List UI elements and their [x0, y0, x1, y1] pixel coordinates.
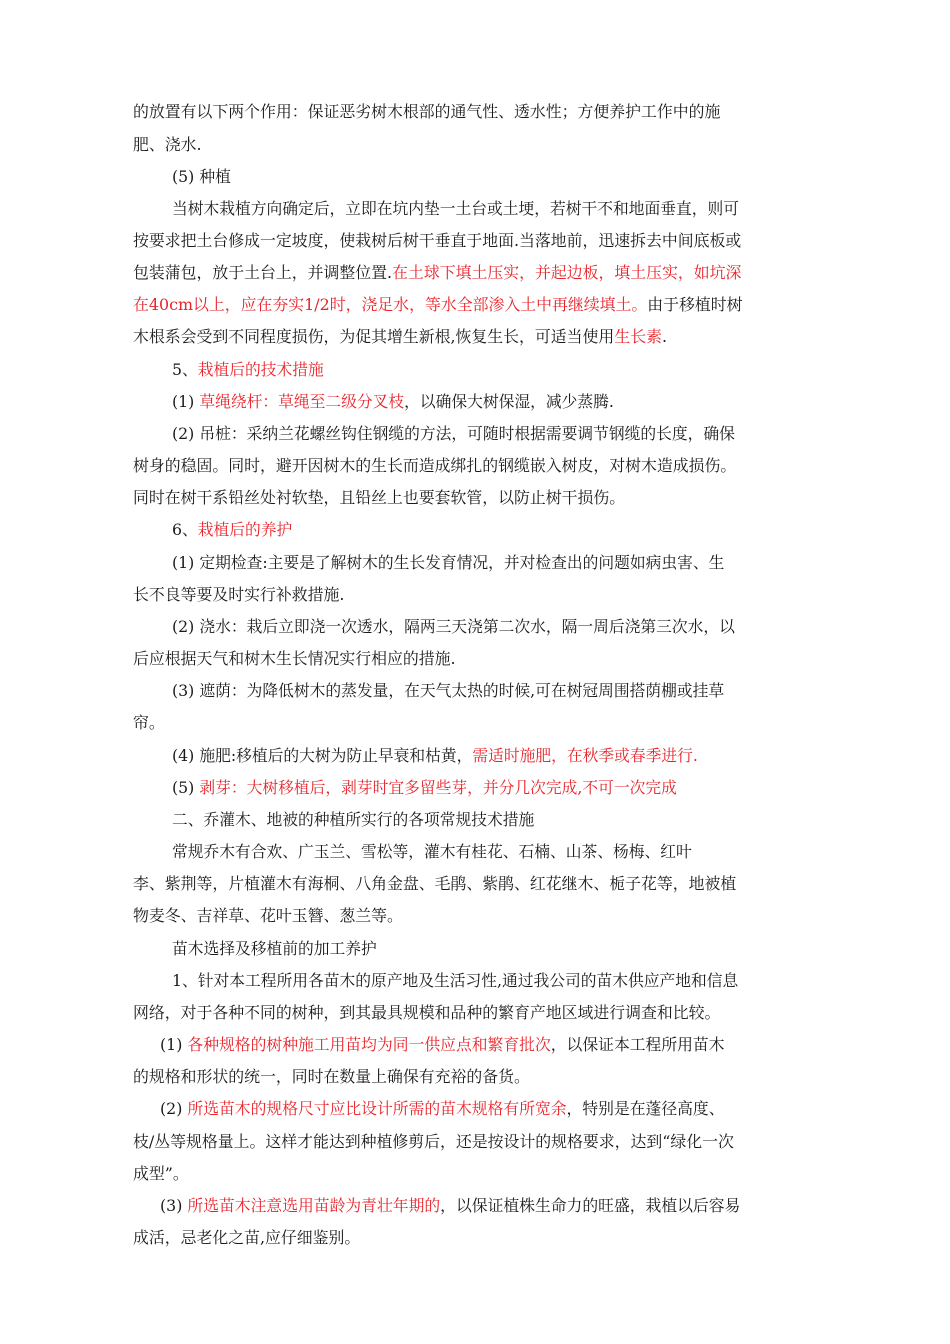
text-line [0, 517, 950, 543]
text-line [0, 196, 950, 222]
body-text: (3) [160, 1196, 188, 1215]
text-line [0, 1129, 950, 1155]
body-text: (5) 种植 [172, 167, 231, 186]
text-line [0, 228, 950, 254]
body-text: 李、紫荆等，片植灌木有海桐、八角金盘、毛鹃、紫鹃、红花继木、栀子花等，地被植 [133, 874, 737, 893]
text-line [0, 485, 950, 511]
text-line [0, 903, 950, 929]
body-text: (3) 遮荫：为降低树木的蒸发量，在天气太热的时候,可在树冠周围搭荫棚或挂草 [172, 681, 725, 700]
text-line [0, 164, 950, 190]
text-line [0, 132, 950, 158]
text-line [0, 453, 950, 479]
body-text: 网络，对于各种不同的树种，到其最具规模和品种的繁育产地区域进行调查和比较。 [133, 1003, 721, 1022]
body-text: 枝/丛等规格量上。这样才能达到种植修剪后，还是按设计的规格要求，达到“绿化一次 [133, 1132, 734, 1151]
text-line [0, 389, 950, 415]
text-line [0, 1193, 950, 1219]
text-line [0, 324, 950, 350]
highlight-text: 在土球下填土压实，并起边板，填土压实，如坑深 [392, 263, 742, 282]
body-text: ，以保证本工程所用苗木 [550, 1035, 725, 1054]
text-line [0, 710, 950, 736]
body-text: 包装蒲包，放于土台上，并调整位置. [133, 263, 393, 282]
body-text: 木根系会受到不同程度损伤，为促其增生新根,恢复生长，可适当使用 [133, 327, 615, 346]
highlight-text: 在40cm以上，应在夯实1/2时，浇足水，等水全部渗入土中再继续填土。 [133, 295, 648, 314]
highlight-text: 需适时施肥，在秋季或春季进行. [472, 746, 698, 765]
highlight-text: 所选苗木的规格尺寸应比设计所需的苗木规格有所宽余 [187, 1099, 567, 1118]
body-text: 二、乔灌木、地被的种植所实行的各项常规技术措施 [172, 810, 535, 829]
body-text: ，以保证植株生命力的旺盛，栽植以后容易 [440, 1196, 741, 1215]
highlight-text: 所选苗木注意选用苗龄为青壮年期的 [187, 1196, 441, 1215]
body-text: 长不良等要及时实行补救措施. [133, 585, 345, 604]
body-text: (1) [172, 392, 200, 411]
text-line [0, 1000, 950, 1026]
highlight-text: 各种规格的树种施工用苗均为同一供应点和繁育批次 [187, 1035, 551, 1054]
text-line [0, 614, 950, 640]
text-line [0, 839, 950, 865]
body-text: 后应根据天气和树木生长情况实行相应的措施. [133, 649, 456, 668]
text-line [0, 678, 950, 704]
text-line [0, 260, 950, 286]
body-text: (5) [172, 778, 200, 797]
body-text: 帘。 [133, 713, 165, 732]
body-text: ，以确保大树保湿，减少蒸腾. [404, 392, 614, 411]
text-line [0, 1096, 950, 1122]
text-line [0, 550, 950, 576]
text-line [0, 421, 950, 447]
body-text: . [661, 327, 667, 346]
text-line [0, 775, 950, 801]
body-text: (2) 吊桩：采纳兰花螺丝钩住钢缆的方法，可随时根据需要调节钢缆的长度，确保 [172, 424, 735, 443]
text-line [0, 1064, 950, 1090]
highlight-text: 栽植后的技术措施 [197, 360, 324, 379]
body-text: 成型”。 [133, 1164, 189, 1183]
highlight-text: 栽植后的养护 [197, 520, 293, 539]
text-line [0, 968, 950, 994]
body-text: 苗木选择及移植前的加工养护 [172, 939, 377, 958]
body-text: 同时在树干系铅丝处衬软垫，且铅丝上也要套软管，以防止树干损伤。 [133, 488, 626, 507]
text-line [0, 99, 950, 125]
body-text: (2) 浇水：栽后立即浇一次透水，隔两三天浇第二次水，隔一周后浇第三次水，以 [172, 617, 735, 636]
body-text: 1、针对本工程所用各苗木的原产地及生活习性,通过我公司的苗木供应产地和信息 [172, 971, 739, 990]
highlight-text: 剥芽：大树移植后，剥芽时宜多留些芽，并分几次完成,不可一次完成 [199, 778, 677, 797]
body-text: (4) 施肥:移植后的大树为防止早衰和枯黄， [172, 746, 473, 765]
body-text: (1) [160, 1035, 188, 1054]
text-line [0, 743, 950, 769]
body-text: (2) [160, 1099, 188, 1118]
highlight-text: 草绳绕杆：草绳至二级分叉枝 [199, 392, 405, 411]
body-text: 的放置有以下两个作用：保证恶劣树木根部的通气性、透水性；方便养护工作中的施 [133, 102, 721, 121]
body-text: 的规格和形状的统一，同时在数量上确保有充裕的备货。 [133, 1067, 530, 1086]
text-line [0, 1225, 950, 1251]
body-text: 按要求把土台修成一定坡度，使栽树后树干垂直于地面.当落地前，迅速拆去中间底板或 [133, 231, 742, 250]
body-text: 常规乔木有合欢、广玉兰、雪松等，灌木有桂花、石楠、山茶、杨梅、红叶 [172, 842, 692, 861]
body-text: 物麦冬、吉祥草、花叶玉簪、葱兰等。 [133, 906, 403, 925]
body-text: 5、 [172, 360, 198, 379]
text-line [0, 871, 950, 897]
text-line [0, 292, 950, 318]
highlight-text: 生长素 [614, 327, 662, 346]
body-text: (1) 定期检查:主要是了解树木的生长发育情况，并对检查出的问题如病虫害、生 [172, 553, 725, 572]
text-line [0, 357, 950, 383]
body-text: 由于移植时树 [647, 295, 743, 314]
body-text: 肥、浇水. [133, 135, 202, 154]
body-text: 成活，忌老化之苗,应仔细鉴别。 [133, 1228, 361, 1247]
text-line [0, 936, 950, 962]
body-text: 6、 [172, 520, 198, 539]
text-line [0, 807, 950, 833]
text-line [0, 646, 950, 672]
body-text: ，特别是在蓬径高度、 [566, 1099, 725, 1118]
body-text: 树身的稳固。同时，避开因树木的生长而造成绑扎的钢缆嵌入树皮，对树木造成损伤。 [133, 456, 737, 475]
body-text: 当树木栽植方向确定后，立即在坑内垫一土台或土埂，若树干不和地面垂直，则可 [172, 199, 739, 218]
text-line [0, 1032, 950, 1058]
text-line [0, 582, 950, 608]
text-line [0, 1161, 950, 1187]
